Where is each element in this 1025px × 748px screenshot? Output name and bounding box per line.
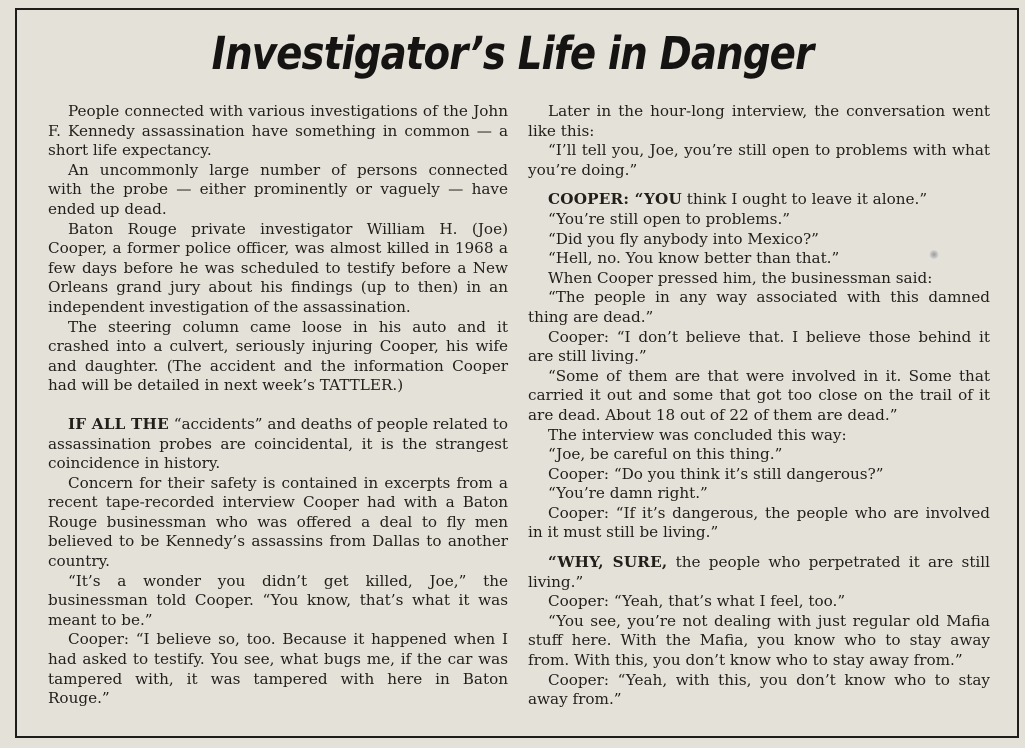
paragraph: Cooper: “I believe so, too. Because it happened when I had asked to testify. You see, what bugs me, if the car was tampered with, it was tampered with here in Baton Rouge.” [48,630,508,708]
paragraph: Cooper: “Do you think it’s still dangerous?” [548,464,884,483]
paragraph-runin [528,190,990,210]
paragraph-runin [528,553,990,592]
runin-lead: IF ALL THE [68,414,169,433]
paragraph-runin [48,415,508,474]
paragraph: “The people in any way associated with this damned thing are dead.” [528,288,990,326]
headline: Investigator’s Life in Danger [211,27,814,80]
paragraph: Concern for their safety is contained in excerpts from a recent tape-recorded interview Cooper had with a Baton Rouge businessman who was offered a deal to fly men believed to be Kennedy’s assassins from Dallas to another country. [48,473,508,571]
right-column [528,102,990,710]
paragraph: Cooper: “Yeah, with this, you don’t know who to stay away from.” [528,670,990,709]
paragraph: Later in the hour-long interview, the conversation went like this: [528,102,990,140]
paragraph: “Did you fly anybody into Mexico?” [548,229,819,248]
paragraph: “You’re still open to problems.” [548,209,791,228]
paragraph: “Hell, no. You know better than that.” [548,249,840,268]
runin-text: “accidents” and deaths of people related to assassination probes are coincidental, it is the strangest coincidence in history. [48,414,508,473]
paragraph: The interview was concluded this way: [548,425,847,444]
paragraph: People connected with various investigations of the John F. Kennedy assassination have something in common — a short life expectancy. [48,102,508,160]
runin-text: think I ought to leave it alone.” [681,190,928,209]
paragraph: The steering column came loose in his auto and it crashed into a culvert, seriously injuring Cooper, his wife and daughter. (The accident and the information Cooper had will be detailed in next week’s TATTLER.) [48,317,508,395]
paragraph: An uncommonly large number of persons connected with the probe — either prominently or vaguely — have ended up dead. [48,160,508,218]
paragraph: “It’s a wonder you didn’t get killed, Joe,” the businessman told Cooper. “You know, that’s what it was meant to be.” [48,571,508,629]
paragraph: Cooper: “If it’s dangerous, the people who are involved in it must still be living.” [528,503,990,542]
paragraph: Baton Rouge private investigator William H. (Joe) Cooper, a former police officer, was almost killed in 1968 a few days before he was scheduled to testify before a New Orleans grand jury about his findings (up to then) in an independent investigation of the assassination. [48,219,508,316]
paragraph: “I’ll tell you, Joe, you’re still open to problems with what you’re doing.” [528,141,990,179]
paragraph: When Cooper pressed him, the businessman said: [548,268,933,287]
paragraph: “Some of them are that were involved in it. Some that carried it out and some that got too close on the trail of it are dead. About 18 out of 22 of them are dead.” [528,366,990,424]
runin-text: the people who perpetrated it are still living.” [528,553,991,591]
paragraph: Cooper: “Yeah, that’s what I feel, too.” [548,592,846,611]
paragraph: “Joe, be careful on this thing.” [548,445,783,464]
runin-lead: COOPER: “YOU [548,190,682,209]
left-column [48,102,508,709]
paragraph: Cooper: “I don’t believe that. I believe those behind it are still living.” [528,327,990,366]
paragraph: “You see, you’re not dealing with just regular old Mafia stuff here. With the Mafia, you know who to stay away from. With this, you don’t know who to stay away from.” [528,611,990,670]
paper-speck [929,250,939,259]
runin-lead: “WHY, SURE, [548,553,668,572]
paragraph: “You’re damn right.” [548,484,708,503]
